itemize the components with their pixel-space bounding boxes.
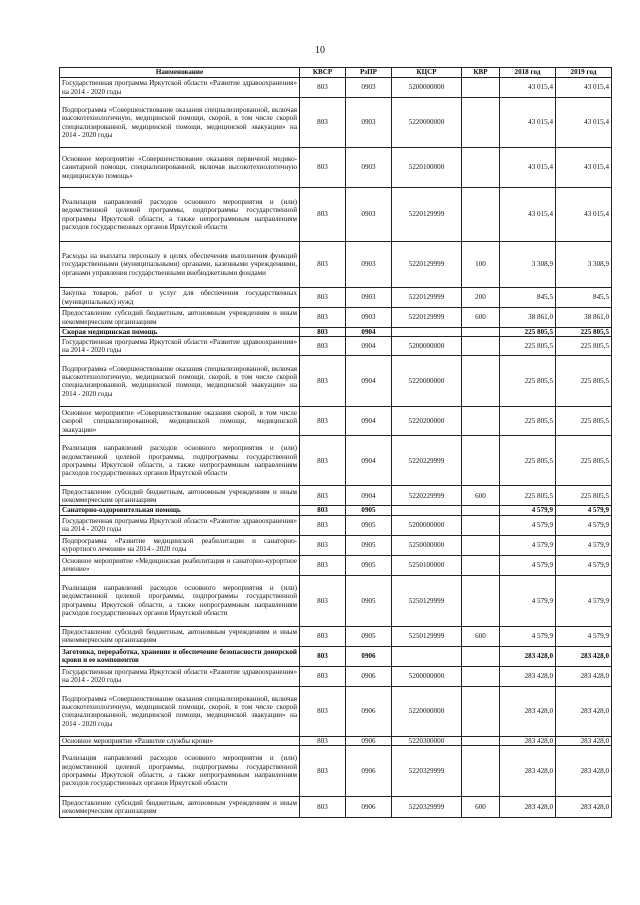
row-2019: 4 579,9: [556, 555, 612, 575]
row-name: Подпрограмма «Развитие медицинской реабилитации и санаторно-курортного лечения» на 2014 - 2020 годы: [60, 535, 300, 555]
row-name: Реализация направлений расходов основного мероприятия и (или) ведомственной целевой программы, подпрограммы государственной программы Иркутской области, а также непрограммным направлениям расходов государственных органов Иркутской области: [60, 746, 300, 797]
row-kvsr: 803: [300, 535, 346, 555]
row-2019: 283 428,0: [556, 666, 612, 686]
row-rzpr: 0905: [346, 515, 392, 535]
row-rzpr: 0905: [346, 506, 392, 515]
row-2019: 4 579,9: [556, 575, 612, 626]
row-2019: 43 015,4: [556, 188, 612, 242]
row-kcsr: 5200000000: [392, 78, 462, 98]
row-rzpr: 0905: [346, 626, 392, 646]
row-rzpr: 0903: [346, 308, 392, 328]
row-name: Предоставление субсидий бюджетным, автономным учреждениям и иным некоммерческим организациям: [60, 626, 300, 646]
row-kvsr: 803: [300, 575, 346, 626]
row-kvsr: 803: [300, 242, 346, 288]
header-2019: 2019 год: [556, 68, 612, 78]
table-row: [60, 506, 612, 515]
row-2018: 283 428,0: [500, 646, 556, 666]
row-name: Государственная программа Иркутской области «Развитие здравоохранения» на 2014 - 2020 годы: [60, 78, 300, 98]
row-2018: 283 428,0: [500, 797, 556, 818]
table-row: [60, 242, 612, 288]
row-kcsr: 5200000000: [392, 337, 462, 356]
header-rzpr: РзПР: [346, 68, 392, 78]
row-kvsr: 803: [300, 555, 346, 575]
table-row: [60, 78, 612, 98]
row-kvsr: 803: [300, 686, 346, 736]
row-rzpr: 0904: [346, 407, 392, 436]
table-row: [60, 436, 612, 486]
row-kvsr: 803: [300, 407, 346, 436]
row-kvsr: 803: [300, 797, 346, 818]
row-kvsr: 803: [300, 328, 346, 337]
row-kvsr: 803: [300, 337, 346, 356]
row-rzpr: 0903: [346, 78, 392, 98]
table-row: [60, 288, 612, 308]
row-2018: 43 015,4: [500, 148, 556, 188]
row-kcsr: 5220000000: [392, 686, 462, 736]
row-kcsr: [392, 328, 462, 337]
row-kvsr: 803: [300, 506, 346, 515]
row-name: Основное мероприятие «Совершенствование оказания первичной медико-санитарной помощи, специализированной, включая высокотехнологичную медицинскую помощь»: [60, 148, 300, 188]
row-2018: 225 805,5: [500, 407, 556, 436]
row-name: Основное мероприятие «Медицинская реабилитация и санаторно-курортное лечение»: [60, 555, 300, 575]
row-2018: 4 579,9: [500, 506, 556, 515]
row-2019: 4 579,9: [556, 515, 612, 535]
row-2018: 43 015,4: [500, 78, 556, 98]
header-kcsr: КЦСР: [392, 68, 462, 78]
row-2019: 283 428,0: [556, 736, 612, 745]
row-2018: 43 015,4: [500, 188, 556, 242]
table-row: [60, 666, 612, 686]
row-kcsr: [392, 506, 462, 515]
table-row: [60, 535, 612, 555]
row-kvr: 600: [462, 797, 500, 818]
row-kvsr: 803: [300, 646, 346, 666]
row-2018: 4 579,9: [500, 555, 556, 575]
row-kvsr: 803: [300, 188, 346, 242]
table-row: [60, 188, 612, 242]
table-row: [60, 797, 612, 818]
table-row: [60, 686, 612, 736]
header-kvsr: КВСР: [300, 68, 346, 78]
row-kcsr: 5220100000: [392, 148, 462, 188]
header-kvr: КВР: [462, 68, 500, 78]
row-rzpr: 0904: [346, 356, 392, 407]
row-name: Заготовка, переработка, хранение и обеспечение безопасности донорской крови и ее компонентов: [60, 646, 300, 666]
table-row: [60, 736, 612, 745]
row-kvr: [462, 148, 500, 188]
row-2018: 283 428,0: [500, 746, 556, 797]
table-row: [60, 555, 612, 575]
row-name: Реализация направлений расходов основного мероприятия и (или) ведомственной целевой программы, подпрограммы государственной программы Иркутской области, а также непрограммным направлениям расходов государственных органов Иркутской области: [60, 188, 300, 242]
row-name: Государственная программа Иркутской области «Развитие здравоохранения» на 2014 - 2020 годы: [60, 666, 300, 686]
row-rzpr: 0905: [346, 555, 392, 575]
row-name: Предоставление субсидий бюджетным, автономным учреждениям и иным некоммерческим организациям: [60, 797, 300, 818]
table-row: [60, 337, 612, 356]
row-name: Основное мероприятие «Совершенствование оказания скорой, в том числе скорой специализированной, медицинской помощи, медицинской эвакуации»: [60, 407, 300, 436]
row-kvsr: 803: [300, 288, 346, 308]
row-rzpr: 0906: [346, 686, 392, 736]
row-2019: 225 805,5: [556, 356, 612, 407]
row-2018: 225 805,5: [500, 486, 556, 506]
row-kvsr: 803: [300, 78, 346, 98]
row-name: Предоставление субсидий бюджетным, автономным учреждениям и иным некоммерческим организациям: [60, 308, 300, 328]
row-rzpr: 0906: [346, 646, 392, 666]
row-2019: 43 015,4: [556, 148, 612, 188]
table-row: [60, 328, 612, 337]
row-kvr: 600: [462, 626, 500, 646]
row-2019: 225 805,5: [556, 337, 612, 356]
row-2019: 3 308,9: [556, 242, 612, 288]
row-kcsr: 5220129999: [392, 242, 462, 288]
table-row: [60, 515, 612, 535]
table-row: [60, 356, 612, 407]
row-rzpr: 0904: [346, 337, 392, 356]
row-kvr: 200: [462, 288, 500, 308]
row-kvr: [462, 575, 500, 626]
row-rzpr: 0905: [346, 575, 392, 626]
row-kvr: [462, 407, 500, 436]
row-name: Реализация направлений расходов основного мероприятия и (или) ведомственной целевой программы, подпрограммы государственной программы Иркутской области, а также непрограммным направлениям расходов государственных органов Иркутской области: [60, 436, 300, 486]
row-rzpr: 0906: [346, 746, 392, 797]
row-name: Подпрограмма «Совершенствование оказания специализированной, включая высокотехнологичную, медицинской помощи, скорой, в том числе скорой специализированной, медицинской помощи, медицинской эвакуации» на 2014 - 2020 годы: [60, 686, 300, 736]
row-kcsr: 5220329999: [392, 746, 462, 797]
row-kvsr: 803: [300, 486, 346, 506]
row-rzpr: 0905: [346, 535, 392, 555]
row-name: Государственная программа Иркутской области «Развитие здравоохранения» на 2014 - 2020 годы: [60, 337, 300, 356]
row-2019: 225 805,5: [556, 436, 612, 486]
row-name: Скорая медицинская помощь: [60, 328, 300, 337]
row-kvr: [462, 515, 500, 535]
row-2018: 4 579,9: [500, 535, 556, 555]
row-name: Подпрограмма «Совершенствование оказания специализированной, включая высокотехнологичную, медицинской помощи, скорой, в том числе скорой специализированной, медицинской помощи, медицинской эвакуации» на 2014 - 2020 годы: [60, 98, 300, 148]
row-2019: 43 015,4: [556, 78, 612, 98]
row-2019: 283 428,0: [556, 797, 612, 818]
budget-table: [59, 67, 612, 818]
table-row: [60, 148, 612, 188]
row-kvr: [462, 686, 500, 736]
row-2018: 283 428,0: [500, 736, 556, 745]
row-2019: 845,5: [556, 288, 612, 308]
row-rzpr: 0903: [346, 188, 392, 242]
row-2018: 4 579,9: [500, 575, 556, 626]
row-kcsr: 5250129999: [392, 626, 462, 646]
row-kvr: [462, 328, 500, 337]
row-rzpr: 0904: [346, 436, 392, 486]
row-2019: 4 579,9: [556, 506, 612, 515]
row-rzpr: 0906: [346, 666, 392, 686]
row-2018: 3 308,9: [500, 242, 556, 288]
row-kcsr: 5220129999: [392, 308, 462, 328]
row-name: Закупка товаров, работ и услуг для обеспечения государственных (муниципальных) нужд: [60, 288, 300, 308]
row-kvr: [462, 506, 500, 515]
row-rzpr: 0906: [346, 736, 392, 745]
table-row: [60, 486, 612, 506]
row-kvr: [462, 436, 500, 486]
row-kvr: [462, 356, 500, 407]
row-2018: 4 579,9: [500, 626, 556, 646]
row-kcsr: 5220329999: [392, 797, 462, 818]
row-2019: 283 428,0: [556, 686, 612, 736]
table-header-row: [60, 68, 612, 78]
row-kvsr: 803: [300, 746, 346, 797]
table-row: [60, 746, 612, 797]
row-name: Государственная программа Иркутской области «Развитие здравоохранения» на 2014 - 2020 годы: [60, 515, 300, 535]
row-2019: 283 428,0: [556, 746, 612, 797]
row-kvsr: 803: [300, 626, 346, 646]
row-kvr: 100: [462, 242, 500, 288]
row-kvr: [462, 98, 500, 148]
row-rzpr: 0903: [346, 242, 392, 288]
row-rzpr: 0904: [346, 486, 392, 506]
row-2018: 283 428,0: [500, 666, 556, 686]
row-name: Подпрограмма «Совершенствование оказания специализированной, включая высокотехнологичную, медицинской помощи, скорой, в том числе скорой специализированной, медицинской помощи, медицинской эвакуации» на 2014 - 2020 годы: [60, 356, 300, 407]
row-2018: 283 428,0: [500, 686, 556, 736]
table-row: [60, 407, 612, 436]
row-rzpr: 0903: [346, 288, 392, 308]
row-kcsr: 5250129999: [392, 575, 462, 626]
row-kcsr: 5220129999: [392, 288, 462, 308]
row-kvr: [462, 555, 500, 575]
row-2019: 225 805,5: [556, 407, 612, 436]
row-2019: 43 015,4: [556, 98, 612, 148]
row-name: Расходы на выплаты персоналу в целях обеспечения выполнения функций государственными (муниципальными) органами, казенными учреждениями, органами управления государственными внебюджетными фондами: [60, 242, 300, 288]
row-kcsr: 5200000000: [392, 515, 462, 535]
row-2018: 225 805,5: [500, 356, 556, 407]
row-kvsr: 803: [300, 148, 346, 188]
row-2019: 4 579,9: [556, 626, 612, 646]
table-row: [60, 646, 612, 666]
row-kvr: 600: [462, 486, 500, 506]
row-2019: 38 861,0: [556, 308, 612, 328]
row-kcsr: 5200000000: [392, 666, 462, 686]
row-rzpr: 0904: [346, 328, 392, 337]
row-kvr: [462, 337, 500, 356]
row-kvr: [462, 666, 500, 686]
table-row: [60, 575, 612, 626]
row-rzpr: 0903: [346, 148, 392, 188]
row-kvr: [462, 746, 500, 797]
row-kvsr: 803: [300, 98, 346, 148]
row-kcsr: 5220129999: [392, 188, 462, 242]
row-kvr: [462, 78, 500, 98]
row-2018: 845,5: [500, 288, 556, 308]
row-kcsr: 5220000000: [392, 98, 462, 148]
row-kvsr: 803: [300, 356, 346, 407]
row-kvsr: 803: [300, 736, 346, 745]
row-2018: 43 015,4: [500, 98, 556, 148]
row-kcsr: 5220300000: [392, 736, 462, 745]
row-kcsr: 5220229999: [392, 436, 462, 486]
row-2019: 225 805,5: [556, 328, 612, 337]
row-kvsr: 803: [300, 515, 346, 535]
row-kvr: [462, 535, 500, 555]
row-kvr: [462, 736, 500, 745]
row-name: Санаторно-оздоровительная помощь: [60, 506, 300, 515]
row-kvsr: 803: [300, 436, 346, 486]
row-2018: 4 579,9: [500, 515, 556, 535]
row-2019: 283 428,0: [556, 646, 612, 666]
row-2019: 4 579,9: [556, 535, 612, 555]
row-2019: 225 805,5: [556, 486, 612, 506]
table-row: [60, 626, 612, 646]
row-2018: 225 805,5: [500, 337, 556, 356]
row-2018: 38 861,0: [500, 308, 556, 328]
row-kvsr: 803: [300, 308, 346, 328]
row-rzpr: 0906: [346, 797, 392, 818]
row-kcsr: 5250000000: [392, 535, 462, 555]
row-name: Реализация направлений расходов основного мероприятия и (или) ведомственной целевой программы, подпрограммы государственной программы Иркутской области, а также непрограммным направлениям расходов государственных органов Иркутской области: [60, 575, 300, 626]
page-number: 10: [315, 45, 325, 56]
row-name: Предоставление субсидий бюджетным, автономным учреждениям и иным некоммерческим организациям: [60, 486, 300, 506]
row-kvr: [462, 646, 500, 666]
row-kcsr: 5220229999: [392, 486, 462, 506]
row-kvsr: 803: [300, 666, 346, 686]
row-kvr: 600: [462, 308, 500, 328]
row-kcsr: 5250100000: [392, 555, 462, 575]
table-row: [60, 98, 612, 148]
header-2018: 2018 год: [500, 68, 556, 78]
header-name: Наименование: [60, 68, 300, 78]
row-name: Основное мероприятие «Развитие службы крови»: [60, 736, 300, 745]
row-kcsr: 5220200000: [392, 407, 462, 436]
row-2018: 225 805,5: [500, 436, 556, 486]
row-2018: 225 805,5: [500, 328, 556, 337]
table-row: [60, 308, 612, 328]
row-rzpr: 0903: [346, 98, 392, 148]
row-kcsr: [392, 646, 462, 666]
row-kvr: [462, 188, 500, 242]
row-kcsr: 5220000000: [392, 356, 462, 407]
